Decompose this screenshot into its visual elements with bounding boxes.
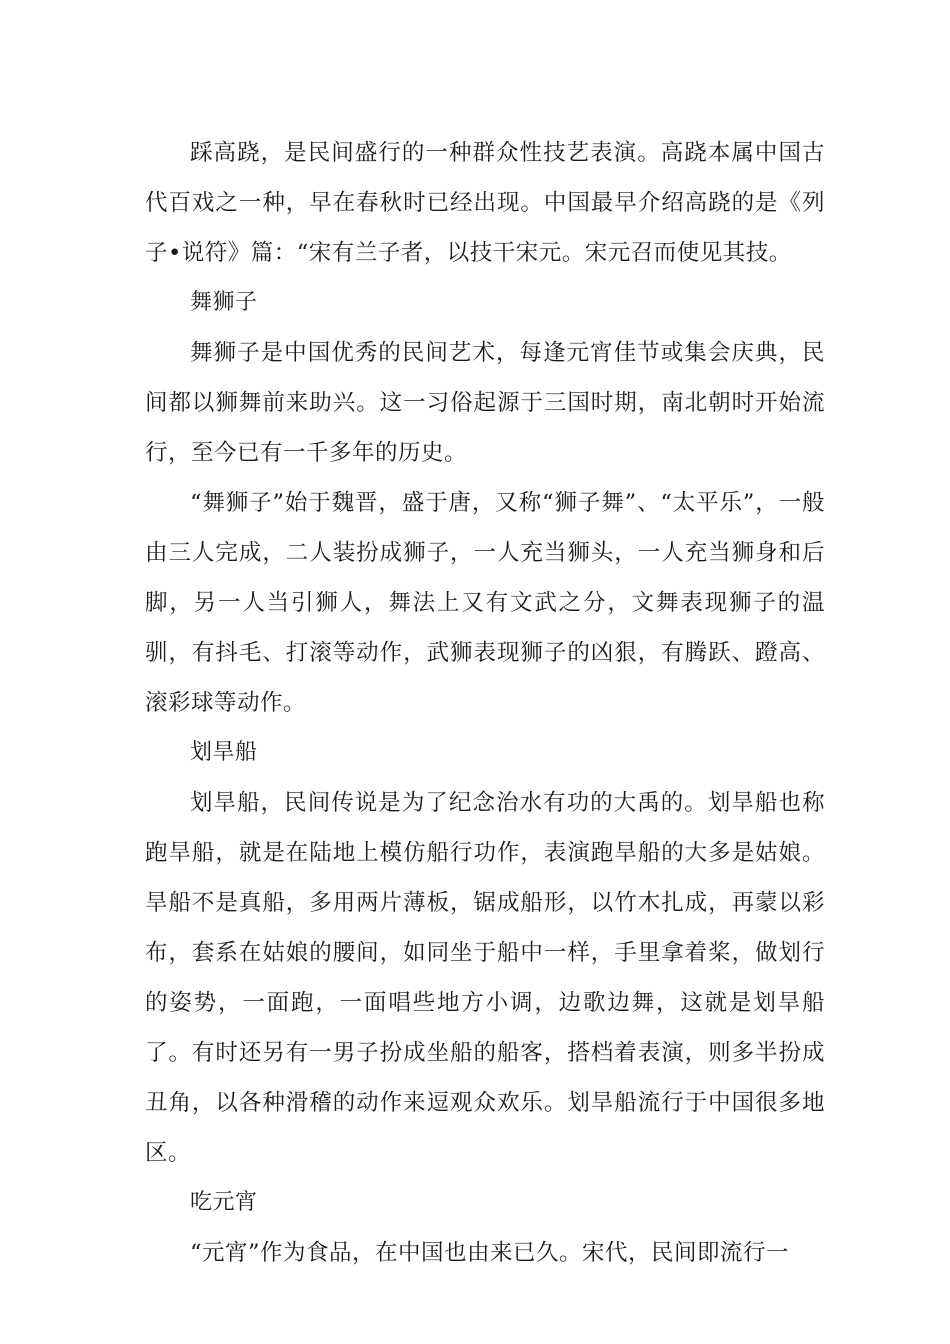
heading-yuanxiao: 吃元宵 [190,1190,258,1215]
paragraph-stilts: 踩高跷，是民间盛行的一种群众性技艺表演。高跷本属中国古代百戏之一种，早在春秋时已经出现。中国最早介绍高跷的是《列子•说符》篇：“宋有兰子者，以技干宋元。宋元召而使见其技。 [145,140,825,266]
paragraph-lion-dance-detail: “舞狮子”始于魏晋，盛于唐，又称“狮子舞”、“太平乐”，一般由三人完成，二人装扮成狮子，一人充当狮头，一人充当狮身和后脚，另一人当引狮人，舞法上又有文武之分，文舞表现狮子的温驯，有抖毛、打滚等动作，武狮表现狮子的凶狠，有腾跃、蹬高、滚彩球等动作。 [145,490,825,716]
paragraph-yuanxiao: “元宵”作为食品，在中国也由来已久。宋代，民间即流行一 [190,1240,790,1266]
paragraph-lion-dance-intro: 舞狮子是中国优秀的民间艺术，每逢元宵佳节或集会庆典，民间都以狮舞前来助兴。这一习俗起源于三国时期，南北朝时开始流行，至今已有一千多年的历史。 [145,340,825,466]
paragraph-land-boat: 划旱船，民间传说是为了纪念治水有功的大禹的。划旱船也称跑旱船，就是在陆地上模仿船行功作，表演跑旱船的大多是姑娘。旱船不是真船，多用两片薄板，锯成船形，以竹木扎成，再蒙以彩布，套系在姑娘的腰间，如同坐于船中一样，手里拿着桨，做划行的姿势，一面跑，一面唱些地方小调，边歌边舞，这就是划旱船了。有时还另有一男子扮成坐船的船客，搭档着表演，则多半扮成丑角，以各种滑稽的动作来逗观众欢乐。划旱船流行于中国很多地区。 [145,790,825,1166]
heading-land-boat: 划旱船 [190,740,258,765]
document-body [145,128,825,1278]
heading-lion-dance: 舞狮子 [190,290,258,315]
